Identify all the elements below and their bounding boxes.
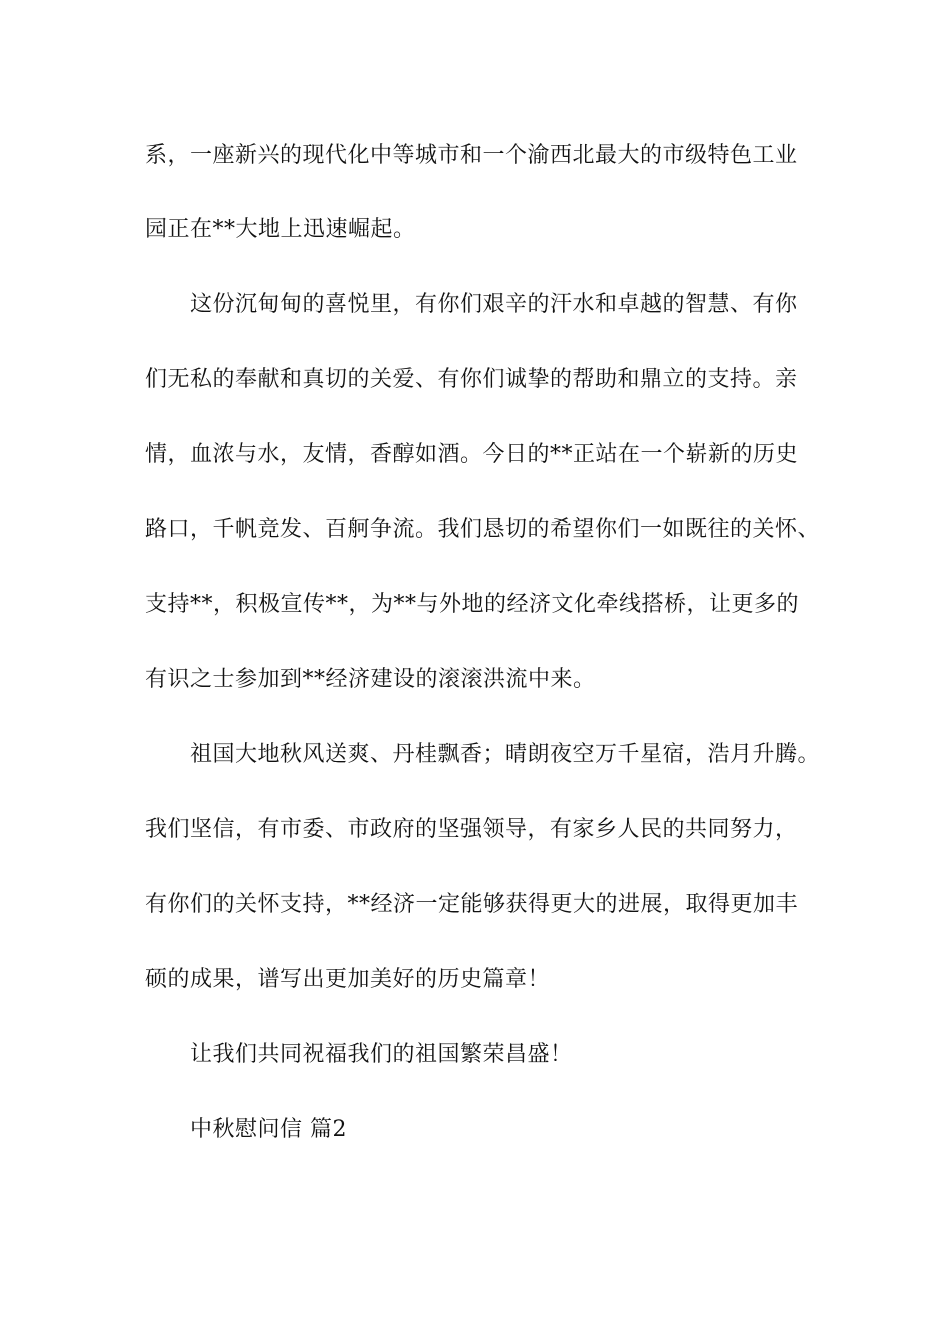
paragraph-line: 园正在**大地上迅速崛起。 (145, 217, 416, 242)
paragraph-line: 有识之士参加到**经济建设的滚滚洪流中来。 (145, 667, 596, 692)
paragraph-line: 祖国大地秋风送爽、丹桂飘香；晴朗夜空万千星宿，浩月升腾。 (190, 742, 821, 767)
paragraph-line: 们无私的奉献和真切的关爱、有你们诚挚的帮助和鼎立的支持。亲 (145, 367, 798, 392)
paragraph-line: 这份沉甸甸的喜悦里，有你们艰辛的汗水和卓越的智慧、有你 (190, 292, 798, 317)
paragraph-line: 有你们的关怀支持，**经济一定能够获得更大的进展，取得更加丰 (145, 892, 799, 917)
paragraph-line: 路口，千帆竞发、百舸争流。我们恳切的希望你们一如既往的关怀、 (145, 517, 821, 542)
section-heading: 中秋慰问信 篇2 (190, 1117, 347, 1142)
paragraph-line: 系，一座新兴的现代化中等城市和一个渝西北最大的市级特色工业 (145, 143, 798, 168)
paragraph-line: 我们坚信，有市委、市政府的坚强领导，有家乡人民的共同努力， (145, 817, 798, 842)
paragraph-line: 硕的成果，谱写出更加美好的历史篇章！ (145, 967, 551, 992)
paragraph-line: 支持**，积极宣传**，为**与外地的经济文化牵线搭桥，让更多的 (145, 592, 800, 617)
paragraph-line: 情，血浓与水，友情，香醇如酒。今日的**正站在一个崭新的历史 (145, 442, 799, 467)
paragraph-line: 让我们共同祝福我们的祖国繁荣昌盛！ (190, 1042, 573, 1067)
